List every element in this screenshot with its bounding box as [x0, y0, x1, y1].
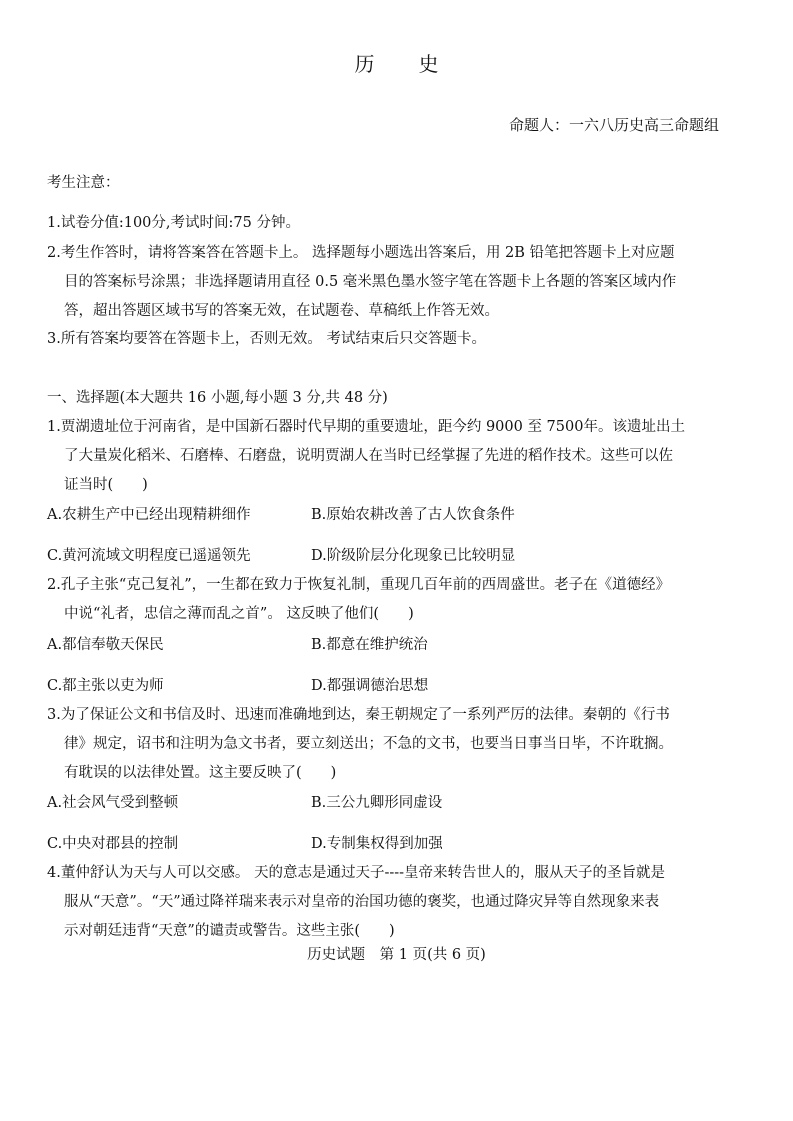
question-2-option-c: C.都主张以吏为师: [47, 678, 164, 694]
question-2-option-a: A.都信奉敬天保民: [47, 637, 164, 653]
page-title: [0, 48, 793, 77]
title-char-2: 史: [418, 52, 439, 76]
question-3-option-d: D.专制集权得到加强: [311, 836, 443, 852]
question-3-line-1: 3.为了保证公文和书信及时、迅速而准确地到达，秦王朝规定了一系列严厉的法律。秦朝的《行书: [47, 707, 670, 723]
notice-heading: 考生注意：: [47, 175, 120, 191]
question-2-option-b: B.都意在维护统治: [311, 637, 428, 653]
notice-item-2-line-2: 目的答案标号涂黑；非选择题请用直径 0.5 毫米黑色墨水签字笔在答题卡上各题的答案区域内作: [64, 274, 677, 290]
question-2-line-2: 中说“礼者，忠信之薄而乱之首”。 这反映了他们( ): [64, 606, 414, 622]
question-3-option-a: A.社会风气受到整顿: [47, 795, 179, 811]
notice-item-3: 3.所有答案均要答在答题卡上，否则无效。 考试结束后只交答题卡。: [47, 331, 486, 347]
title-char-1: 历: [354, 52, 375, 76]
author-line: 命题人：一六八历史高三命题组: [508, 116, 719, 134]
question-3-option-b: B.三公九卿形同虚设: [311, 795, 443, 811]
question-1-line-2: 了大量炭化稻米、石磨棒、石磨盘，说明贾湖人在当时已经掌握了先进的稻作技术。这些可以佐: [64, 448, 673, 464]
question-1-option-b: B.原始农耕改善了古人饮食条件: [311, 507, 515, 523]
question-1-option-c: C.黄河流域文明程度已遥遥领先: [47, 548, 251, 564]
section-heading: 一、选择题(本大题共 16 小题,每小题 3 分,共 48 分): [47, 390, 388, 406]
page-footer: 历史试题 第 1 页(共 6 页): [307, 947, 486, 963]
notice-item-2-line-3: 答，超出答题区域书写的答案无效，在试题卷、草稿纸上作答无效。: [64, 303, 499, 319]
question-1-option-d: D.阶级阶层分化现象已比较明显: [311, 548, 516, 564]
question-1-line-3: 证当时( ): [64, 477, 148, 493]
question-4-line-2: 服从“天意”。“天”通过降祥瑞来表示对皇帝的治国功德的褒奖，也通过降灾异等自然现象来表: [64, 894, 660, 910]
question-2-option-d: D.都强调德治思想: [311, 678, 429, 694]
question-4-line-1: 4.董仲舒认为天与人可以交感。 天的意志是通过天子----皇帝来转告世人的，服从天子的圣旨就是: [47, 865, 666, 881]
question-3-line-2: 律》规定，诏书和注明为急文书者，要立刻送出；不急的文书，也要当日事当日毕，不许耽搁。: [64, 736, 673, 752]
question-2-line-1: 2.孔子主张“克己复礼”，一生都在致力于恢复礼制，重现几百年前的西周盛世。老子在《道德经》: [47, 577, 671, 593]
question-1-option-a: A.农耕生产中已经出现精耕细作: [47, 507, 251, 523]
notice-item-2-line-1: 2.考生作答时，请将答案答在答题卡上。 选择题每小题选出答案后，用 2B 铅笔把答题卡上对应题: [47, 245, 675, 261]
question-4-line-3: 示对朝廷违背“天意”的谴责或警告。这些主张( ): [64, 923, 395, 939]
question-3-option-c: C.中央对郡县的控制: [47, 836, 179, 852]
question-3-line-3: 有耽误的以法律处置。这主要反映了( ): [64, 765, 337, 781]
question-1-line-1: 1.贾湖遗址位于河南省，是中国新石器时代早期的重要遗址，距今约 9000 至 7500年。该遗址出土: [47, 419, 685, 435]
notice-item-1: 1.试卷分值:100分,考试时间:75 分钟。: [47, 215, 300, 231]
